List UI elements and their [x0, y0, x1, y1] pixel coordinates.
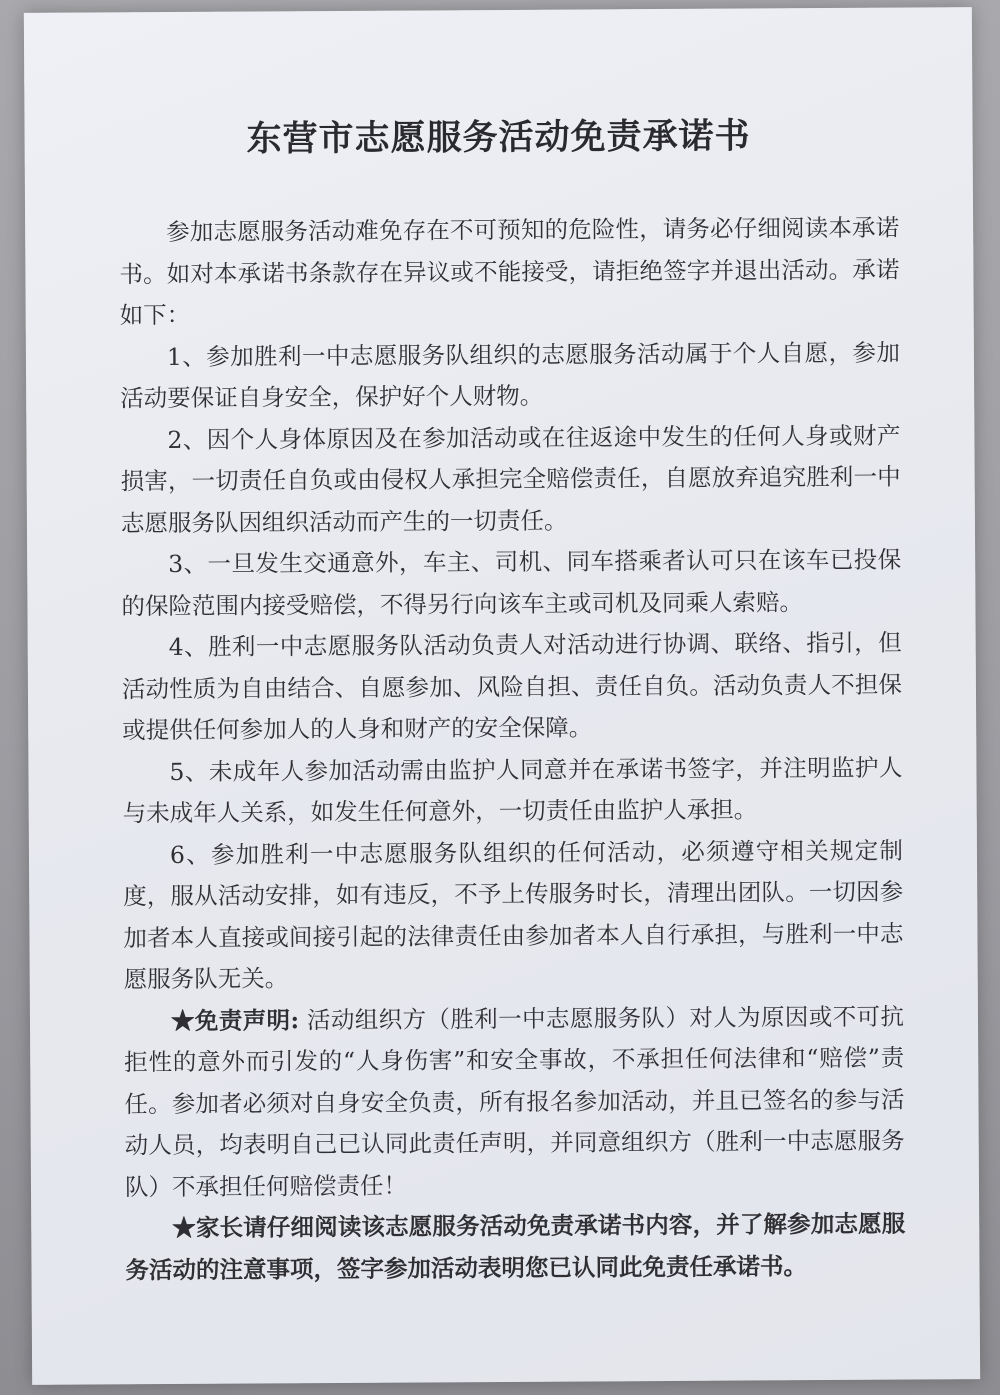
clause-1: 1、参加胜利一中志愿服务队组织的志愿服务活动属于个人自愿，参加活动要保证自身安全，保护好个人财物。 — [120, 338, 900, 413]
document-title: 东营市志愿服务活动免责承诺书 — [246, 115, 751, 160]
disclaimer-text: 活动组织方（胜利一中志愿服务队）对人为原因或不可抗拒性的意外而引发的“人身伤害”和安全事故，不承担任何法律和“赔偿”责任。参加者必须对自身安全负责，所有报名参加活动，并且已签名的参与活动人员，均表明自己已认同此责任声明，并同意组织方（胜利一中志愿服务队）不承担任何赔偿责任！ — [124, 1002, 905, 1201]
parent-note: ★家长请仔细阅读该志愿服务活动免责承诺书内容，并了解参加志愿服务活动的注意事项，签字参加活动表明您已认同此免责任承诺书。 — [125, 1209, 906, 1284]
disclaimer-label: ★免责声明: — [170, 1005, 300, 1035]
document-body — [119, 208, 906, 1292]
clause-5: 5、未成年人参加活动需由监护人同意并在承诺书签字，并注明监护人与未成年人关系，如发生任何意外，一切责任由监护人承担。 — [122, 753, 903, 828]
intro-paragraph: 参加志愿服务活动难免存在不可预知的危险性，请务必仔细阅读本承诺书。如对本承诺书条款存在异议或不能接受，请拒绝签字并退出活动。承诺如下： — [119, 213, 900, 330]
clause-3: 3、一旦发生交通意外，车主、司机、同车搭乘者认可只在该车已投保的保险范围内接受赔偿，不得另行向该车主或司机及同乘人索赔。 — [121, 545, 902, 620]
document-page — [24, 7, 980, 1385]
clause-4: 4、胜利一中志愿服务队活动负责人对活动进行协调、联络、指引，但活动性质为自由结合、自愿参加、风险自担、责任自负。活动负责人不担保或提供任何参加人的人身和财产的安全保障。 — [121, 628, 903, 745]
clause-2: 2、因个人身体原因及在参加活动或在往返途中发生的任何人身或财产损害，一切责任自负或由侵权人承担完全赔偿责任，自愿放弃追究胜利一中志愿服务队因组织活动而产生的一切责任。 — [120, 421, 901, 537]
disclaimer-paragraph — [124, 996, 905, 1208]
clause-6: 6、参加胜利一中志愿服务队组织的任何活动，必须遵守相关规定制度，服从活动安排，如有违反，不予上传服务时长，清理出团队。一切因参加者本人直接或间接引起的法律责任由参加者本人自行承担，与胜利一中志愿服务队无关。 — [123, 836, 904, 994]
